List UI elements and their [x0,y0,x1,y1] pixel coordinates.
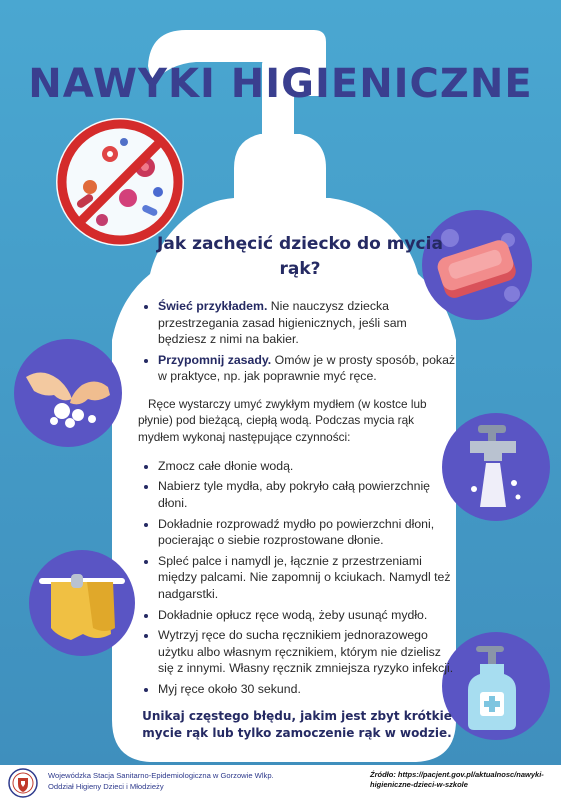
step-item: • Zmocz całe dłonie wodą. [158,458,456,475]
tip-item [158,298,456,348]
org-line1: Wojewódzka Stacja Sanitarno-Epidemiologiczna w Gorzowie Wlkp. [48,771,274,780]
tip-text: Omów je w prosty sposób, pokaż w praktyce, np. jak poprawnie myć ręce. [158,352,456,384]
tip-bold: Świeć przykładem. [158,299,268,313]
step-item: • Dokładnie rozprowadź mydło po powierzchni dłoni, pocierając o siebie rozprostowane dłonie. [158,516,456,549]
content-area [138,298,456,742]
page-title: NAWYKI HIGIENICZNE [28,61,533,107]
steps-list [138,458,456,698]
tips-list [138,298,456,385]
subtitle: Jak zachęcić dziecko do mycia rąk? [157,234,443,279]
org-line2: Oddział Higieny Dzieci i Młodzieży [48,782,164,791]
sanepid-logo-icon [8,768,38,798]
tip-bold: Przypomnij zasady. [158,352,272,367]
step-item: • Myj ręce około 30 sekund. [158,681,456,698]
washing-hands-icon [12,337,124,449]
tip-item [158,352,456,385]
tip-text: Nie nauczysz dziecka przestrzegania zasad higienicznych, jeśli sam będziesz z nimi na bakier. [158,299,407,347]
step-item: • Nabierz tyle mydła, aby pokryło całą powierzchnię dłoni. [158,478,456,511]
germs-prohibited-icon [50,112,190,252]
water-tap-icon [440,411,552,523]
warning-text: Unikaj częstego błędu, jakim jest zbyt krótkie mycie rąk lub tylko zamoczenie rąk w wodzie. [142,708,452,740]
towel-icon [27,548,137,658]
footer-source[interactable]: Źródło: https://pacjent.gov.pl/aktualnosc/nawyki-higieniczne-dzieci-w-szkole [370,770,544,789]
step-item: • Dokładnie opłucz ręce wodą, żeby usunąć mydło. [158,607,456,624]
step-item: • Spleć palce i namydl je, łącznie z przestrzeniami między palcami. Nie zapomnij o kciukach. Namydl też nadgarstki. [158,553,456,603]
intro-paragraph: Ręce wystarczy umyć zwykłym mydłem (w kostce lub płynie) pod bieżącą, ciepłą wodą. Podczas mycia rąk mydłem wykonaj następujące czynności: [138,396,427,444]
soap-dispenser-icon [440,630,552,742]
step-item: • Wytrzyj ręce do sucha ręcznikiem jednorazowego użytku albo własnym ręcznikiem, którym nie dzielisz się z innymi. Własny ręcznik zmniejsza ryzyko infekcji. [158,627,456,677]
footer-organization [48,770,308,792]
